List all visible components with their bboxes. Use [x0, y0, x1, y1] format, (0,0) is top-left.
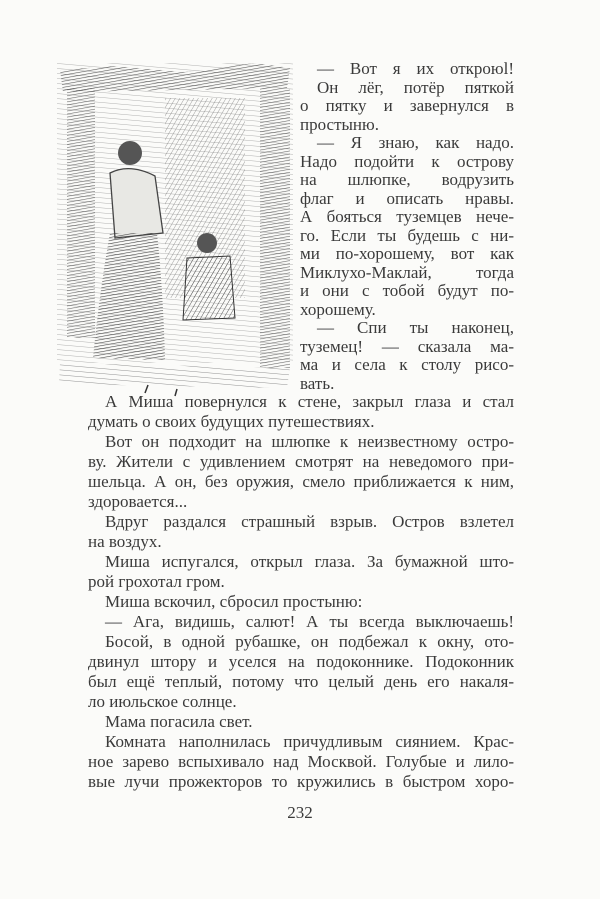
text-line: здоровается...: [88, 492, 188, 511]
text-line: вые лучи прожекторов то кружились в быстром хоро-: [88, 772, 514, 791]
illustration-mother-and-boy-at-window-icon: [55, 58, 295, 398]
text-line: — Я знаю, как надо.: [317, 133, 514, 152]
paragraph: [88, 712, 514, 732]
text-line: был ещё теплый, потому что целый день его накаля-: [88, 672, 514, 691]
text-line: А бояться туземцев нече-: [300, 207, 514, 226]
text-line: двинул штору и уселся на подоконнике. Подоконник: [88, 652, 514, 671]
text-line: простыню.: [300, 114, 379, 134]
paragraph: [88, 512, 514, 552]
paragraph: [88, 732, 514, 792]
paragraph: [88, 392, 514, 432]
paragraph: [300, 319, 514, 393]
text-line: о пятку и завернулся в: [300, 96, 514, 115]
text-line: ло июльское солнце.: [88, 692, 237, 711]
text-line: рой грохотал гром.: [88, 572, 225, 591]
paragraph: [88, 632, 514, 712]
text-line: и они с тобой будут по-: [300, 281, 514, 300]
paragraph: [300, 60, 514, 79]
text-line: Миша вскочил, сбросил простыню:: [105, 592, 363, 611]
text-line: А Миша повернулся к стене, закрыл глаза и стал: [105, 392, 514, 411]
text-line: шельца. А он, без оружия, смело приближается к ним,: [88, 472, 514, 491]
text-line: ма и села к столу рисо-: [300, 355, 514, 374]
text-line: — Вот я их откроюl!: [317, 59, 514, 78]
text-line: на шлюпке, водрузить: [300, 170, 514, 189]
text-line: думать о своих будущих путешествиях.: [88, 412, 375, 431]
text-line: флаг и описать нравы.: [300, 188, 514, 208]
text-line: Комната наполнилась причудливым сиянием. Крас-: [105, 732, 514, 751]
paragraph: [300, 79, 514, 135]
page-number: 232: [287, 803, 313, 822]
text-line: — Спи ты наконец,: [317, 318, 514, 337]
text-line: на воздух.: [88, 532, 162, 551]
text-line: хорошему.: [300, 299, 376, 319]
text-line: ми по-хорошему, вот как: [300, 244, 514, 263]
text-line: туземец! — сказала ма-: [300, 336, 514, 356]
illustration-image: [55, 58, 295, 398]
paragraph: [88, 612, 514, 632]
text-line: Босой, в одной рубашке, он подбежал к окну, ото-: [105, 632, 514, 651]
text-line: Вдруг раздался страшный взрыв. Остров взлетел: [105, 512, 514, 531]
text-line: ву. Жители с удивлением смотрят на неведомого при-: [88, 452, 514, 471]
text-line: Миклухо-Маклай, тогда: [300, 262, 514, 282]
right-text-column: [300, 60, 514, 393]
paragraph: [88, 592, 514, 612]
paragraph: [300, 134, 514, 319]
text-line: Мама погасила свет.: [105, 712, 253, 731]
text-line: Вот он подходит на шлюпке к неизвестному остро-: [105, 432, 514, 451]
main-text-column: [88, 392, 514, 792]
text-line: Миша испугался, открыл глаза. За бумажной што-: [105, 552, 514, 571]
text-line: го. Если ты будешь с ни-: [300, 225, 514, 245]
paragraph: [88, 552, 514, 592]
paragraph: [88, 432, 514, 512]
text-line: ное зарево вспыхивало над Москвой. Голубые и лило-: [88, 752, 514, 771]
text-line: вать.: [300, 373, 335, 393]
text-line: — Ага, видишь, салют! А ты всегда выключаешь!: [105, 612, 514, 631]
text-line: Надо подойти к острову: [300, 151, 514, 171]
text-line: Он лёг, потёр пяткой: [317, 77, 514, 97]
